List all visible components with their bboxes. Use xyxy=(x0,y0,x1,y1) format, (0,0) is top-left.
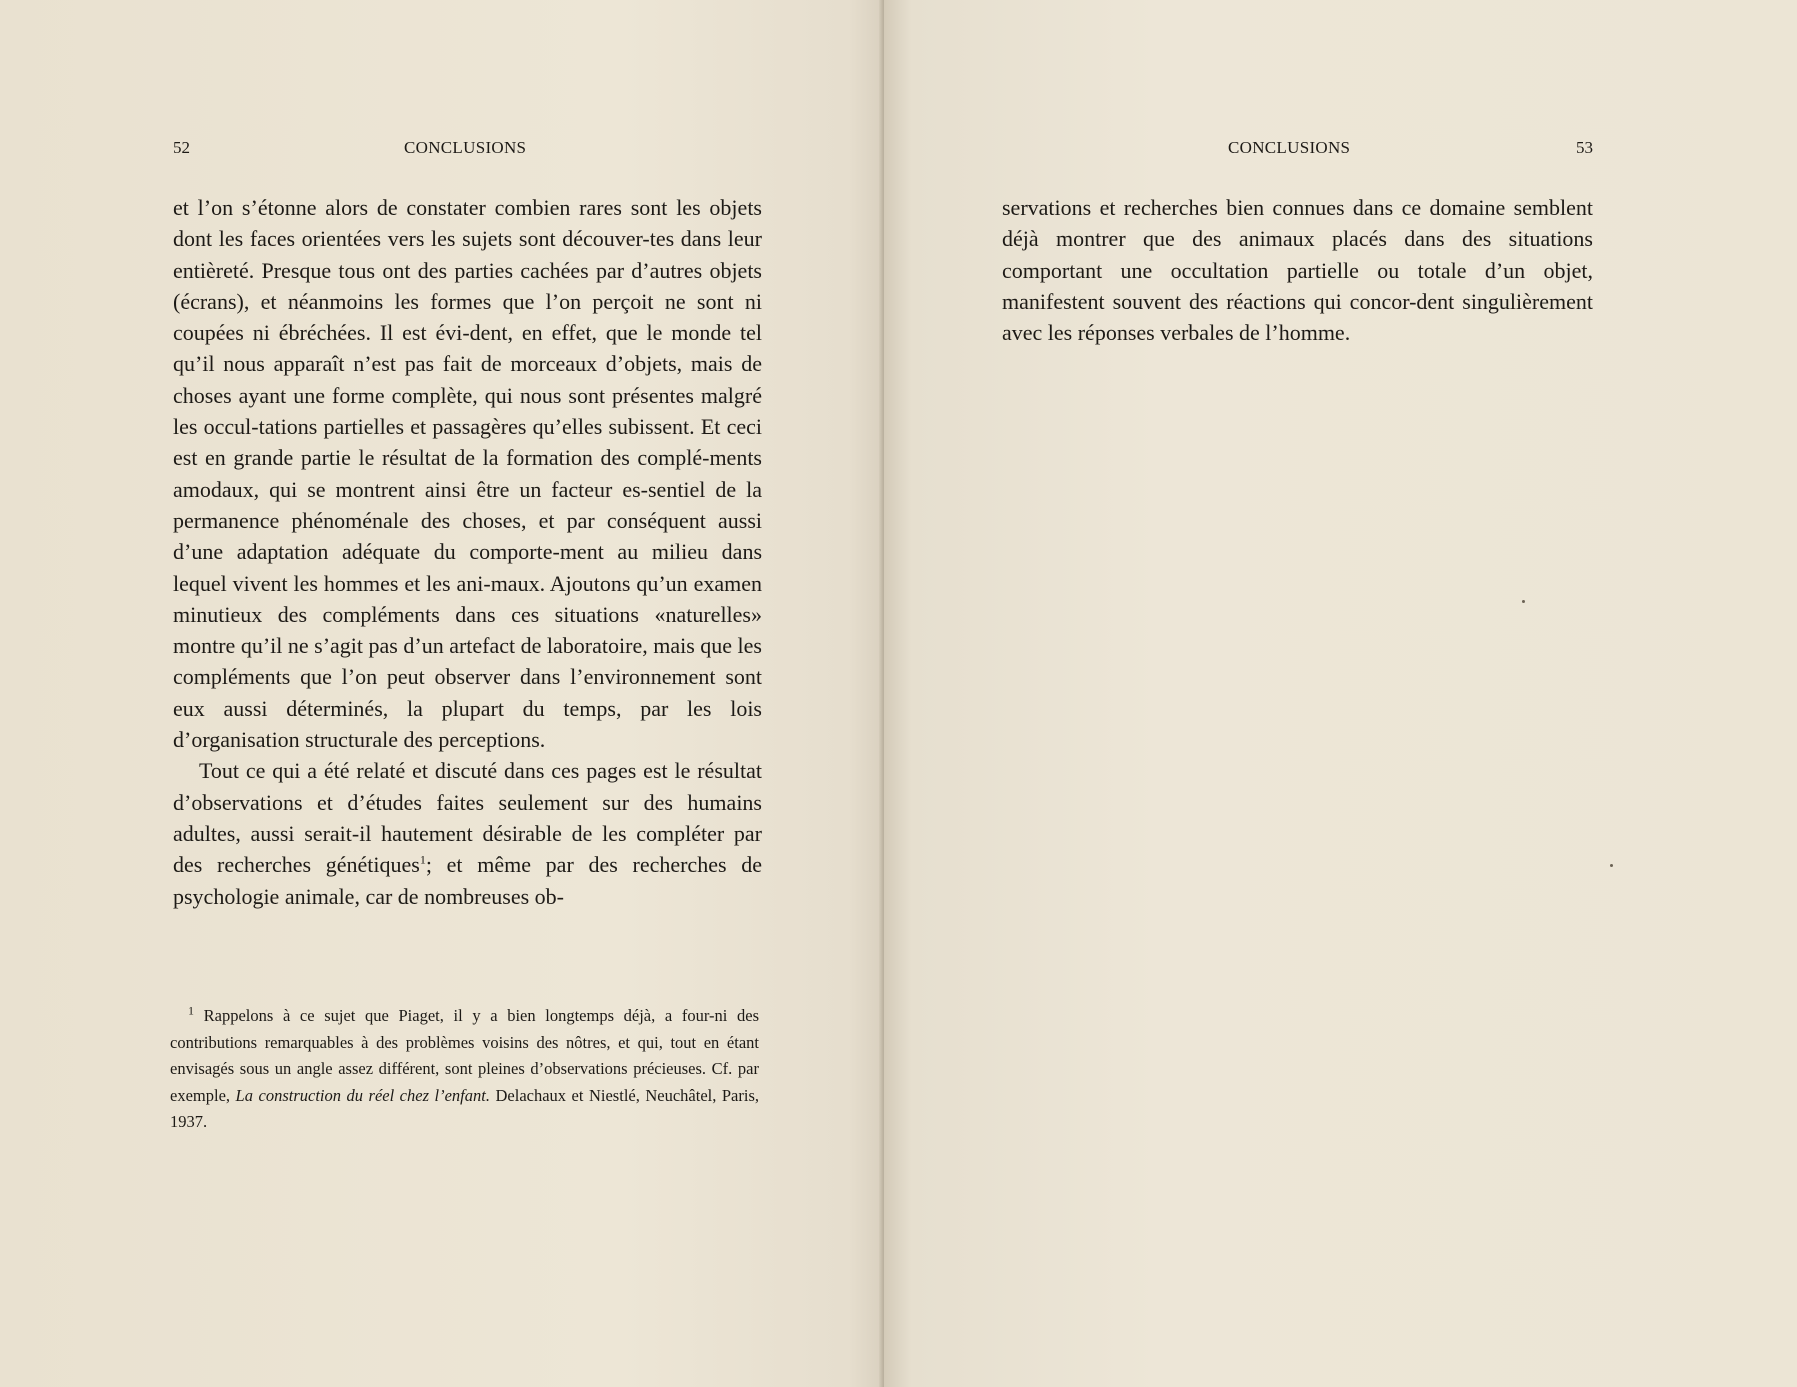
footnote-text-start: Rappelons à ce sujet que Piaget, il y a bien longtemps déjà, a four-ni des contributions remarquables à des problèmes voisins des nôtres, et qui, tout en étant envisagés sous un angle assez différent, sont pleines d’observations précieuses. Cf. par exemple, xyxy=(170,1006,760,1105)
paper-speck xyxy=(1522,600,1525,603)
paper-speck xyxy=(1610,864,1613,867)
footnote-marker: 1 xyxy=(188,1003,194,1018)
footnote-reference: 1 xyxy=(419,852,426,867)
paragraph-continued: servations et recherches bien connues dans ce domaine semblent déjà montrer que des animaux placés dans des situations comportant une occultation partielle ou totale d’un objet, manifestent souvent des réactions qui concor-dent singulièrement avec les réponses verbales de l’homme. xyxy=(1002,195,1593,346)
paragraph-2-start: Tout ce qui a été relaté et discuté dans ces pages est le résultat d’observations et d’études faites seulement sur des humains adultes, aussi serait-il hautement désirable de les compléter par des recherches génétiques xyxy=(173,758,762,878)
body-text-right xyxy=(1002,192,1593,348)
right-page xyxy=(884,0,1797,1387)
footnote-book-title: La construction du réel chez l’enfant. xyxy=(235,1085,490,1105)
page-number-right: 53 xyxy=(1576,138,1593,157)
running-head-left: CONCLUSIONS xyxy=(404,138,527,157)
paragraph-2 xyxy=(173,755,762,911)
left-page xyxy=(0,0,884,1387)
paragraph-2-end: ; et même par des recherches de psychologie animale, car de nombreuses ob- xyxy=(173,852,762,909)
running-head-right: CONCLUSIONS xyxy=(1228,138,1351,157)
footnote-text-end: Delachaux et Niestlé, Neuchâtel, Paris, 1937. xyxy=(170,1085,760,1131)
body-text-left xyxy=(173,192,762,912)
paragraph-1: et l’on s’étonne alors de constater combien rares sont les objets dont les faces orientées vers les sujets sont découver-tes dans leur entièreté. Presque tous ont des parties cachées par d’autres objets (écrans), et néanmoins les formes que l’on perçoit ne sont ni coupées ni ébréchées. Il est évi-dent, en effet, que le monde tel qu’il nous apparaît n’est pas fait de morceaux d’objets, mais de choses ayant une forme complète, qui nous sont présentes malgré les occul-tations partielles et passagères qu’elles subissent. Et ceci est en grande partie le résultat de la formation des complé-ments amodaux, qui se montrent ainsi être un facteur es-sentiel de la permanence phénoménale des choses, et par conséquent aussi d’une adaptation adéquate du comporte-ment au milieu dans lequel vivent les hommes et les ani-maux. Ajoutons qu’un examen minutieux des compléments dans ces situations «naturelles» montre qu’il ne s’agit pas d’un artefact de laboratoire, mais que les compléments que l’on peut observer dans l’environnement sont eux aussi déterminés, la plupart du temps, par les lois d’organisation structurale des perceptions. xyxy=(173,195,762,753)
page-number-left: 52 xyxy=(173,138,190,157)
footnote xyxy=(170,1003,759,1136)
